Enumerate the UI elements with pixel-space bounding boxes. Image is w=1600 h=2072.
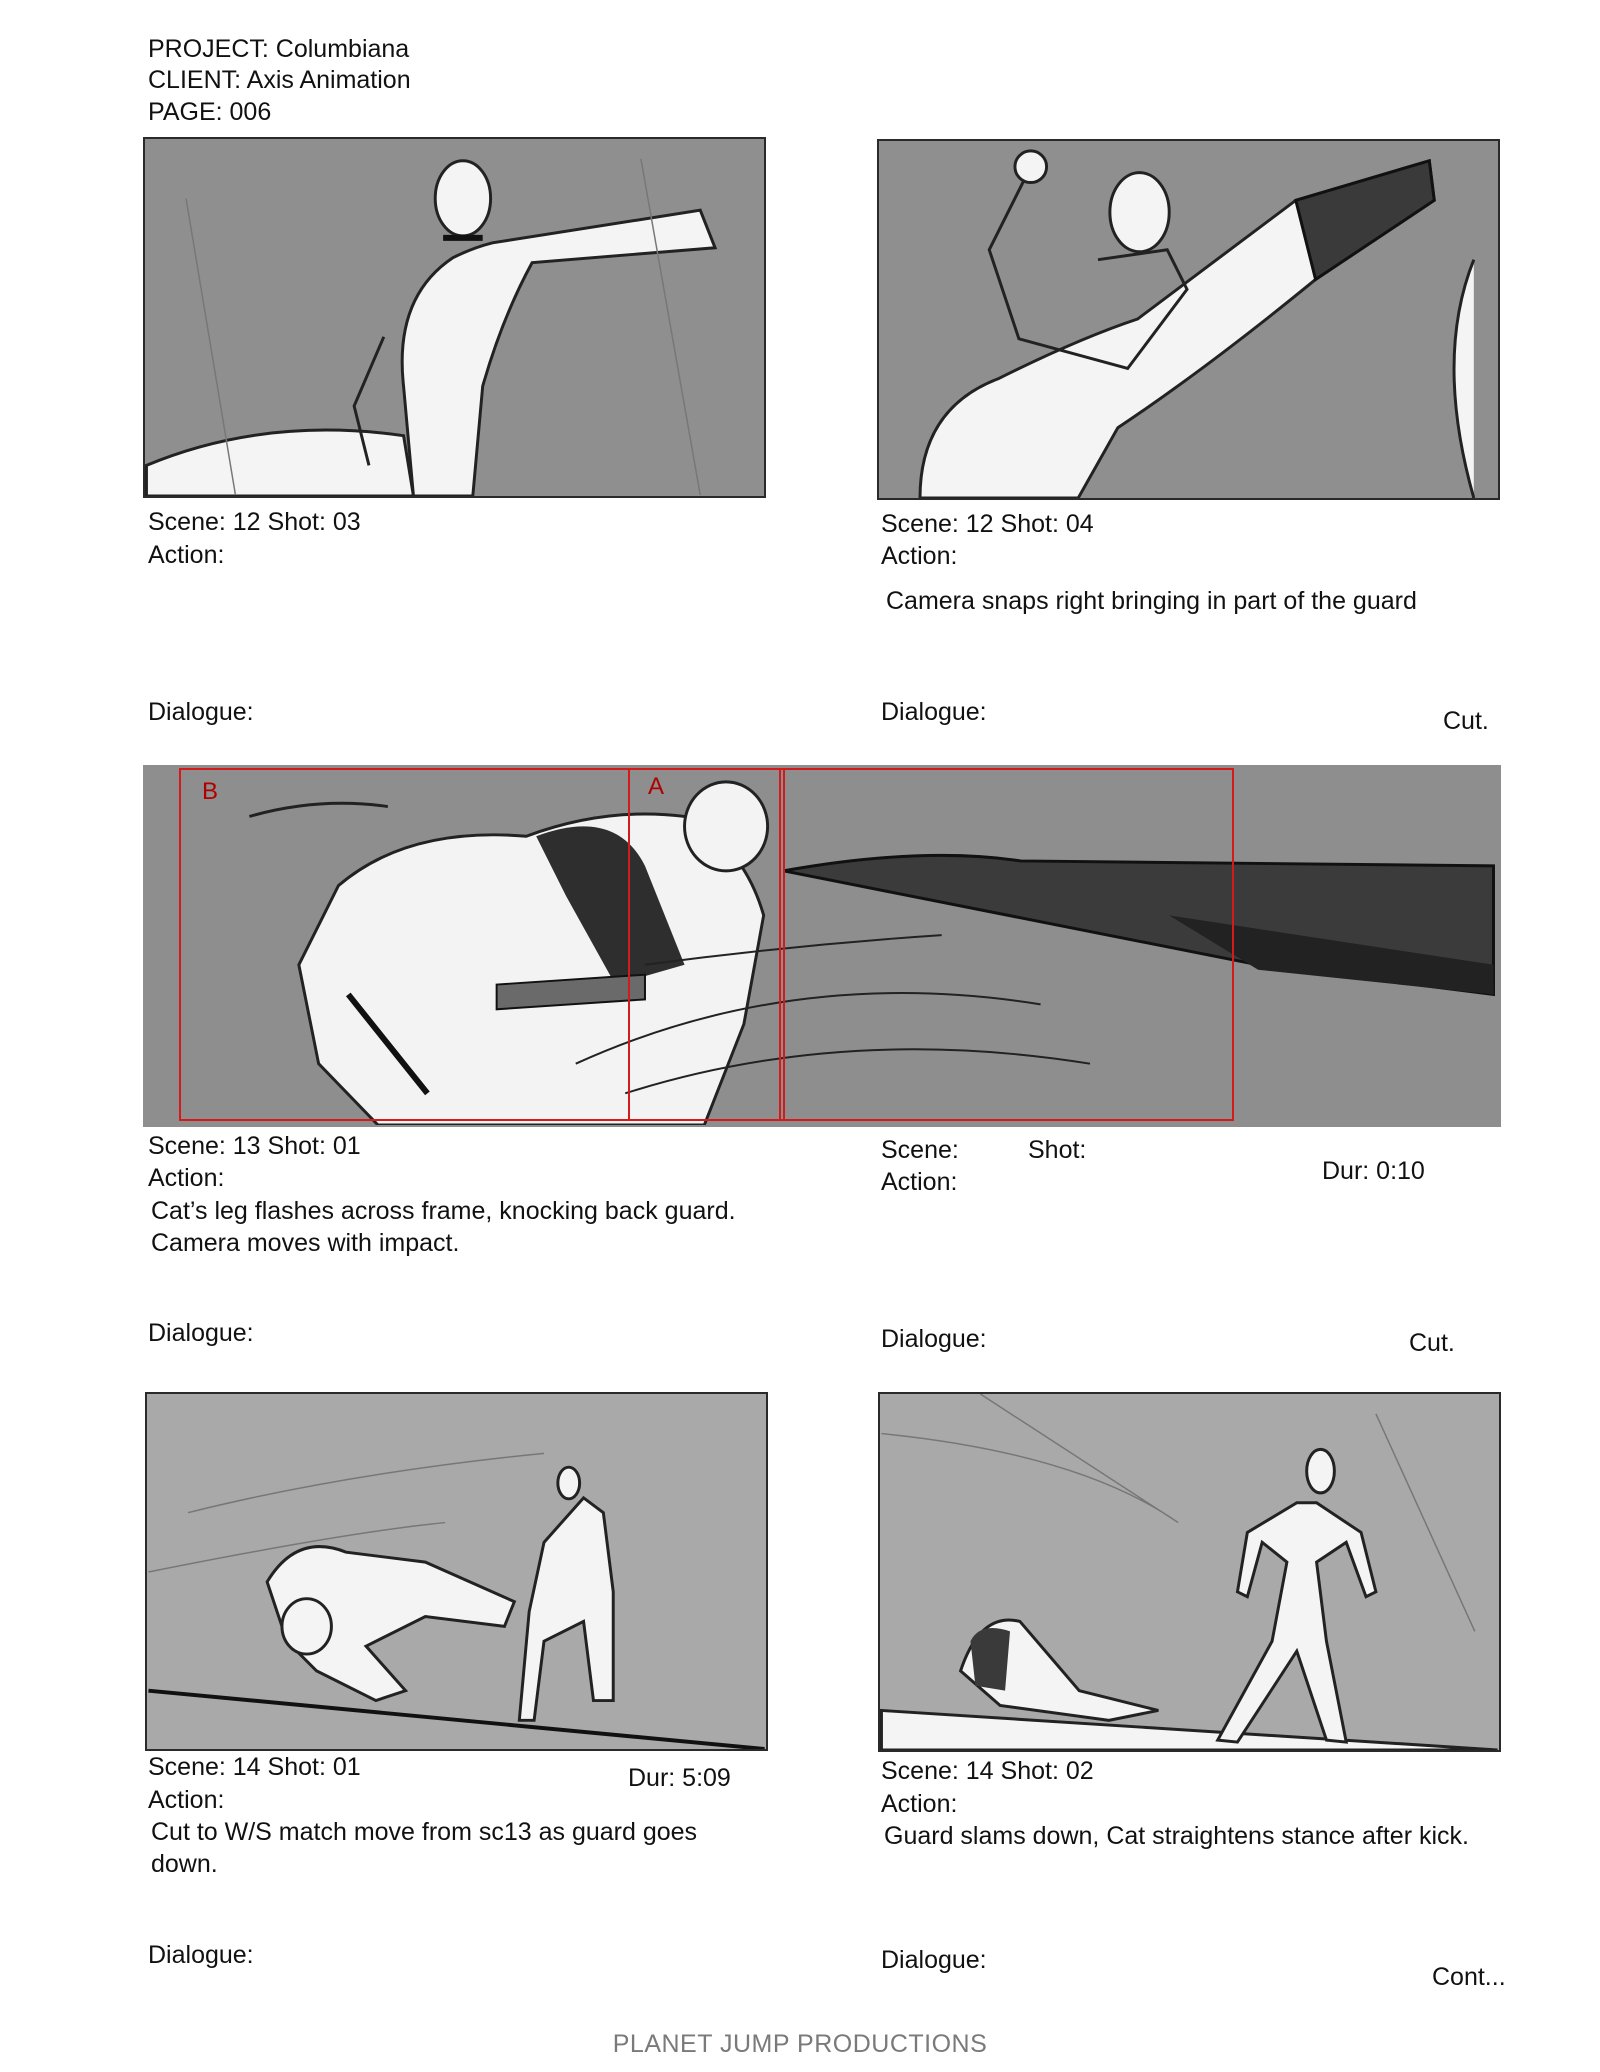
panel-6-transition: Cont... <box>1432 1963 1506 1991</box>
panel-3-action-text-1: Cat’s leg flashes across frame, knocking back guard. <box>151 1197 736 1225</box>
panel-5-action-text-2: down. <box>151 1850 218 1878</box>
footer-studio-name: PLANET JUMP PRODUCTIONS <box>612 2030 988 2058</box>
panel-6-frame <box>878 1392 1501 1752</box>
panel-5-duration: Dur: 5:09 <box>628 1764 731 1792</box>
panel-6-action-label: Action: <box>881 1790 958 1818</box>
project-line: PROJECT: Columbiana <box>148 35 410 63</box>
panel-3-action-text-2: Camera moves with impact. <box>151 1229 460 1257</box>
panel-1-sketch <box>145 139 764 496</box>
camera-box-overlap <box>779 768 1234 1121</box>
panel-3-action-label: Action: <box>148 1164 225 1192</box>
panel-4-duration: Dur: 0:10 <box>1322 1157 1425 1185</box>
camera-box-a-label: A <box>648 773 665 800</box>
client-line: CLIENT: Axis Animation <box>148 66 411 94</box>
panel-1-scene-shot: Scene: 12 Shot: 03 <box>148 508 361 536</box>
panel-2-dialogue-label: Dialogue: <box>881 698 987 726</box>
panel-2-action-text: Camera snaps right bringing in part of the guard <box>886 587 1417 615</box>
panel-1-dialogue-label: Dialogue: <box>148 698 254 726</box>
panel-5-frame <box>145 1392 768 1751</box>
panel-6-action-text: Guard slams down, Cat straightens stance after kick. <box>884 1822 1469 1850</box>
panel-1-action-label: Action: <box>148 541 225 569</box>
page-line: PAGE: 006 <box>148 98 272 126</box>
panel-5-dialogue-label: Dialogue: <box>148 1941 254 1969</box>
panel-4-shot-label: Shot: <box>1028 1136 1087 1164</box>
panel-4-transition: Cut. <box>1409 1329 1455 1357</box>
panel-3-scene-shot: Scene: 13 Shot: 01 <box>148 1132 361 1160</box>
panel-5-action-label: Action: <box>148 1786 225 1814</box>
panel-2-sketch <box>879 141 1498 498</box>
panel-5-action-text-1: Cut to W/S match move from sc13 as guard goes <box>151 1818 698 1846</box>
panel-2-action-label: Action: <box>881 542 958 570</box>
panel-1-frame <box>143 137 766 498</box>
panel-4-action-label: Action: <box>881 1168 958 1196</box>
panel-2-scene-shot: Scene: 12 Shot: 04 <box>881 510 1094 538</box>
panel-4-scene-label: Scene: <box>881 1136 959 1164</box>
panel-2-frame <box>877 139 1500 500</box>
panel-4-dialogue-label: Dialogue: <box>881 1325 987 1353</box>
panel-5-scene-shot: Scene: 14 Shot: 01 <box>148 1753 361 1781</box>
panel-6-scene-shot: Scene: 14 Shot: 02 <box>881 1757 1094 1785</box>
panel-2-transition: Cut. <box>1443 707 1489 735</box>
panel-6-dialogue-label: Dialogue: <box>881 1946 987 1974</box>
panel-6-sketch <box>880 1394 1499 1750</box>
panel-3-dialogue-label: Dialogue: <box>148 1319 254 1347</box>
panel-5-sketch <box>147 1394 766 1749</box>
camera-box-b-label: B <box>202 778 219 805</box>
